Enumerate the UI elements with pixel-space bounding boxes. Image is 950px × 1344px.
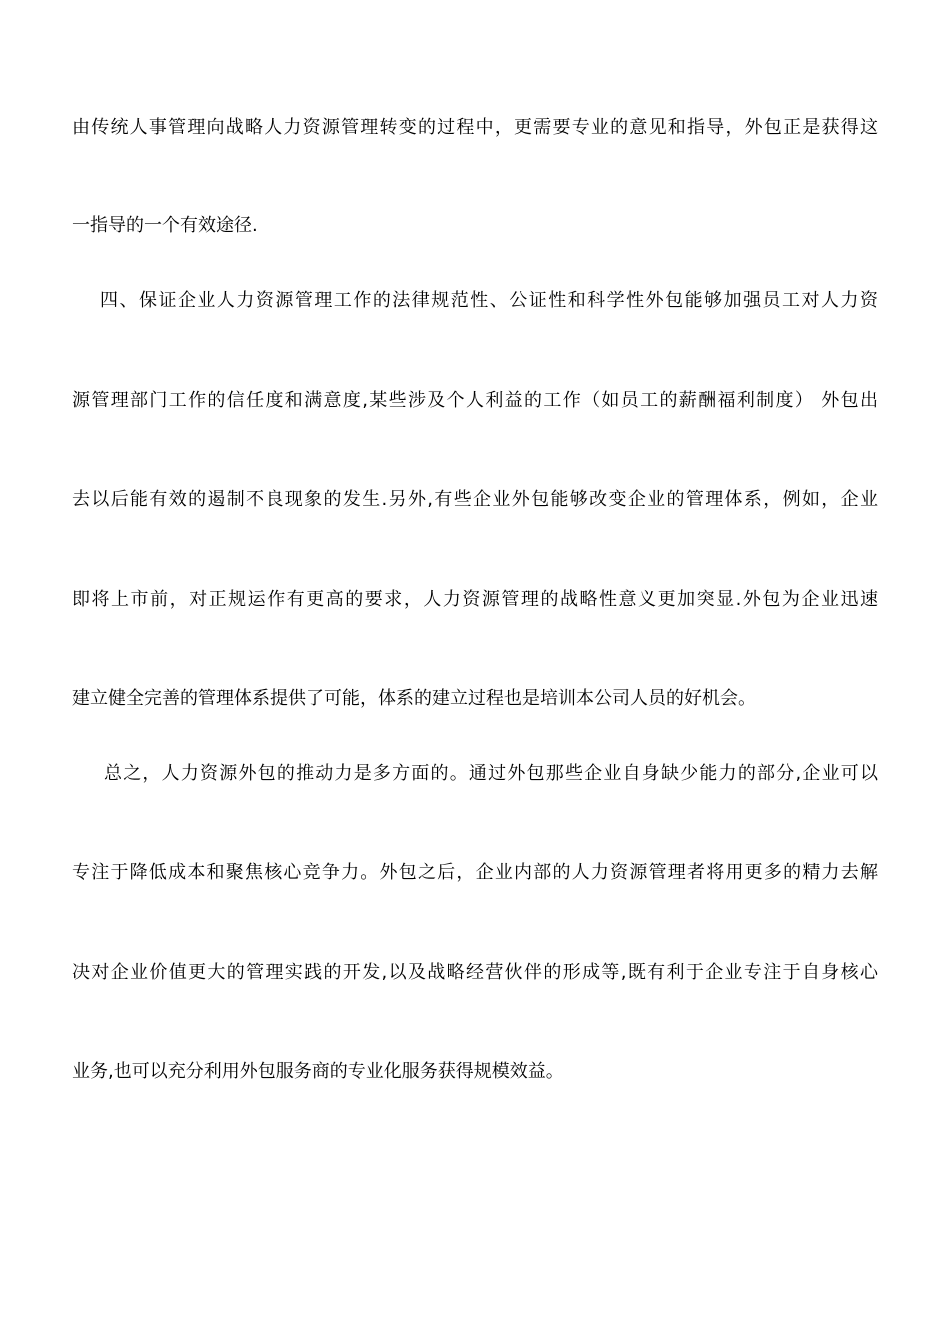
paragraph-line: 建立健全完善的管理体系提供了可能，体系的建立过程也是培训本公司人员的好机会。 bbox=[72, 688, 756, 709]
section-heading-line: 四、保证企业人力资源管理工作的法律规范性、公证性和科学性外包能够加强员工对人力资 bbox=[100, 290, 878, 311]
paragraph-line: 决对企业价值更大的管理实践的开发,以及战略经营伙伴的形成等,既有利于企业专注于自身核心 bbox=[72, 962, 878, 983]
summary-paragraph-line: 总之，人力资源外包的推动力是多方面的。通过外包那些企业自身缺少能力的部分,企业可以 bbox=[104, 763, 878, 784]
paragraph-line: 专注于降低成本和聚焦核心竞争力。外包之后，企业内部的人力资源管理者将用更多的精力去解 bbox=[72, 862, 878, 883]
paragraph-line: 去以后能有效的遏制不良现象的发生.另外,有些企业外包能够改变企业的管理体系，例如，企业 bbox=[72, 489, 878, 510]
paragraph-line: 一指导的一个有效途径. bbox=[72, 215, 258, 236]
paragraph-line: 业务,也可以充分利用外包服务商的专业化服务获得规模效益。 bbox=[72, 1061, 564, 1082]
paragraph-line: 源管理部门工作的信任度和满意度,某些涉及个人利益的工作（如员工的薪酬福利制度） 外包出 bbox=[72, 390, 878, 411]
paragraph-line: 由传统人事管理向战略人力资源管理转变的过程中，更需要专业的意见和指导，外包正是获得这 bbox=[72, 117, 878, 138]
paragraph-line: 即将上市前，对正规运作有更高的要求，人力资源管理的战略性意义更加突显.外包为企业迅速 bbox=[72, 589, 878, 610]
